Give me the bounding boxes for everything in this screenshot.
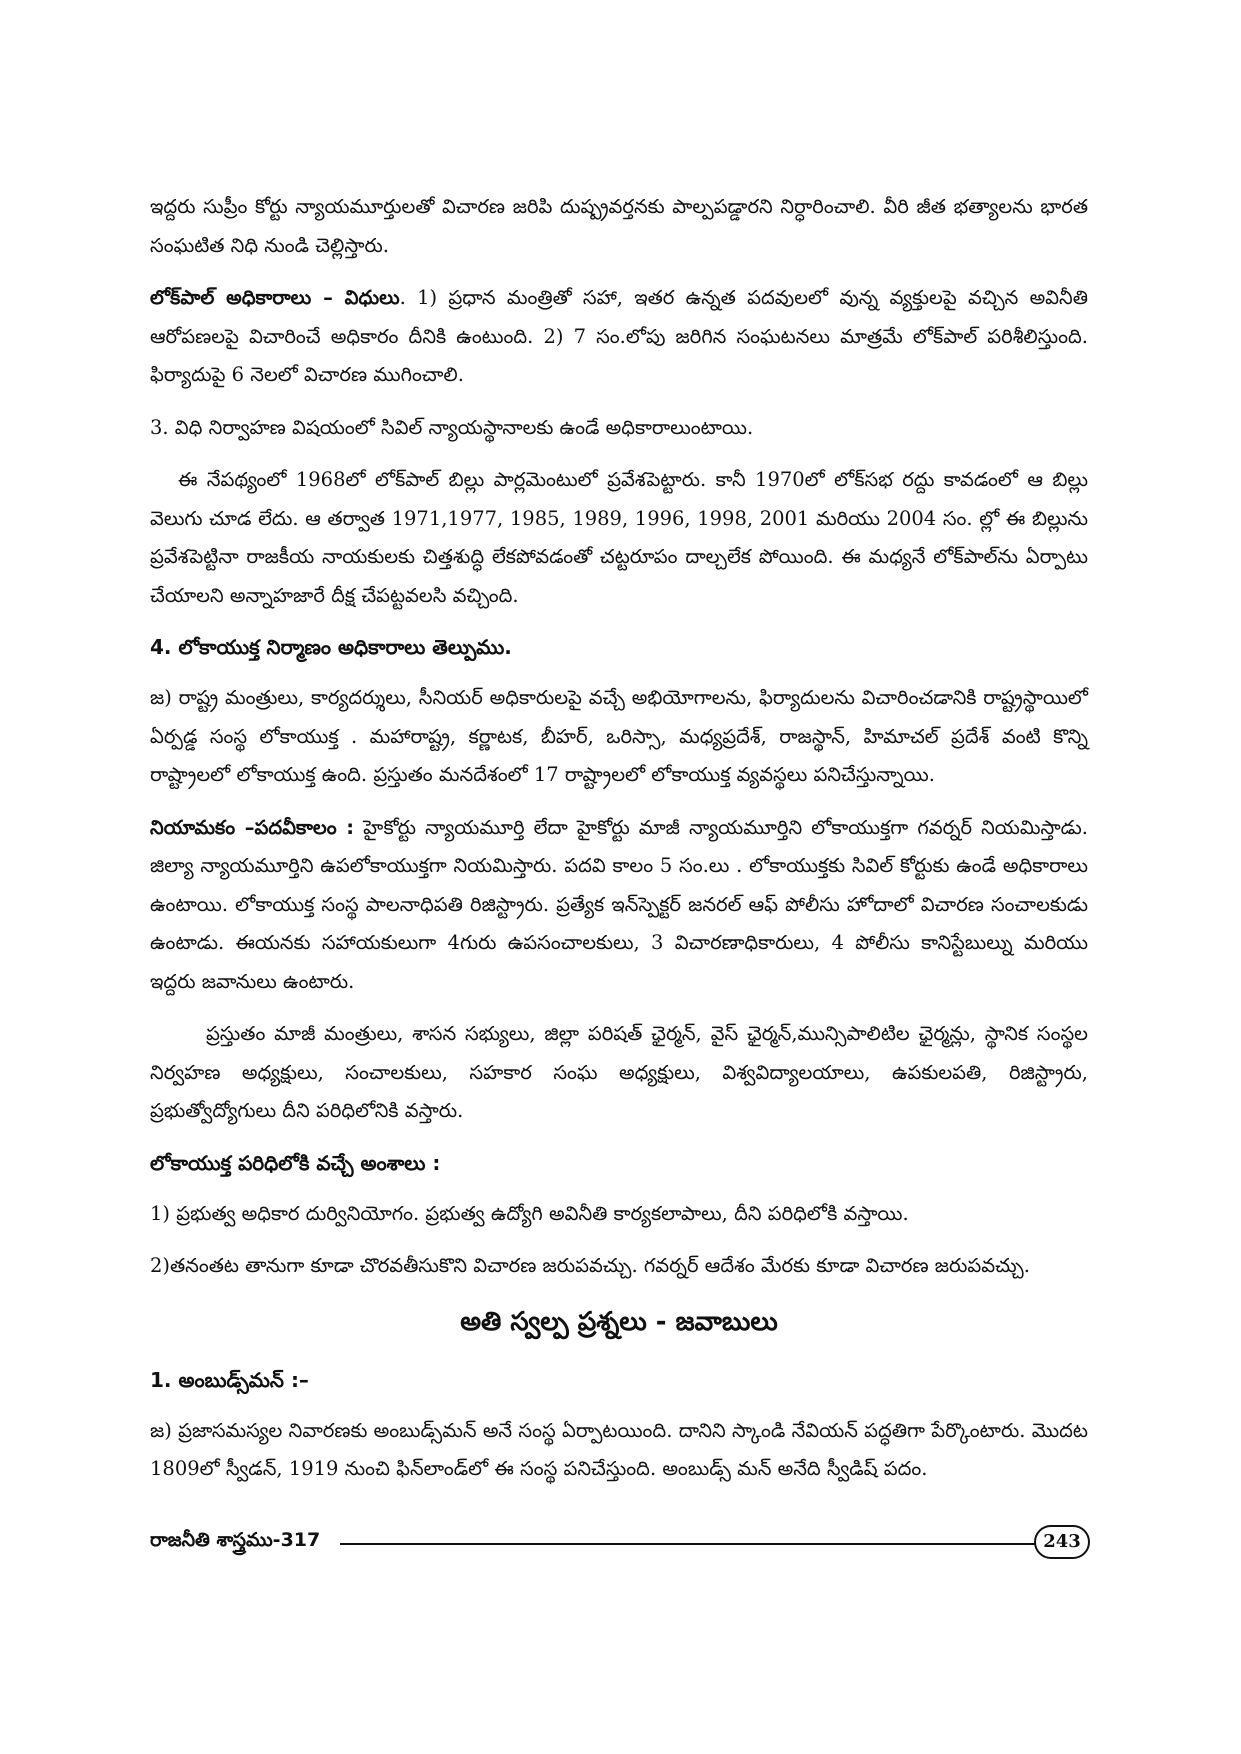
paragraph-lokayukta-answer: జ) రాష్ట్ర మంత్రులు, కార్యదర్శులు, సీనియర్ అధికారులపై వచ్చే అభియోగాలను, ఫిర్యాదులను విచారించడానికి రాష్ట్రస్థాయిలో ఏర్పడ్డ సంస్థ లోకాయుక్త . మహారాష్ట్ర, కర్ణాటక, బీహర్, ఒరిస్సా, మధ్యప్రదేశ్, రాజస్థాన్, హిమాచల్ ప్రదేశ్ వంటి కొన్ని రాష్ట్రాలలో లోకాయుక్త ఉంది. ప్రస్తుతం మనదేశంలో 17 రాష్ట్రాలలో లోకాయుక్త వ్యవస్థలు పనిచేస్తున్నాయి. [150, 686, 1088, 786]
section-title: అతి స్వల్ప ప్రశ్నలు - జవాబులు [460, 1306, 778, 1337]
heading-lokayukta-scope: లోకాయుక్త పరిధిలోకి వచ్చే అంశాలు : [150, 1150, 441, 1175]
lokpal-powers-heading: లోక్‌పాల్ అధికారాలు – విధులు [150, 286, 400, 309]
page-number: 243 [1034, 1525, 1090, 1559]
paragraph-scope-1: 1) ప్రభుత్వ అధికార దుర్వినియోగం. ప్రభుత్వ ఉద్యోగి అవినీతి కార్యకలాపాలు, దీని పరిధిలోకి వస్తాయి. [150, 1201, 909, 1225]
paragraph-jurisdiction-people: ప్రస్తుతం మాజీ మంత్రులు, శాసన సభ్యులు, జిల్లా పరిషత్ ఛైర్మన్, వైస్ ఛైర్మన్,మున్సిపాలిటిల ఛైర్మన్లు, స్థానిక సంస్థల నిర్వహణ అధ్యక్షులు, సంచాలకులు, సహకార సంఘ అధ్యక్షులు, విశ్వవిద్యాలయాలు, ఉపకులపతి, రిజిస్ట్రారు, ప్రభుత్వోద్యోగులు దీని పరిధిలోనికి వస్తారు. [150, 1022, 1088, 1122]
paragraph-appointment [150, 809, 1088, 1002]
paragraph-civil-courts: 3. విధి నిర్వాహణ విషయంలో సివిల్ న్యాయస్థానాలకు ఉండే అధికారాలుంటాయి. [150, 415, 754, 439]
footer-rule [340, 1543, 1054, 1545]
page-body [150, 188, 1088, 1503]
heading-ombudsman: 1. అంబుడ్స్‌మన్ :– [150, 1367, 309, 1392]
footer-title: రాజనీతి శాస్త్రము-317 [150, 1529, 321, 1551]
lokpal-powers-text: . 1) ప్రధాన మంత్రితో సహా, ఇతర ఉన్నత పదవులలో వున్న వ్యక్తులపై వచ్చిన అవినీతి ఆరోపణలపై విచారించే అధికారం దీనికి ఉంటుంది. 2) 7 సం.లోపు జరిగిన సంఘటనలు మాత్రమే లోక్‌పాల్ పరిశీలిస్తుంది. ఫిర్యాదుపై 6 నెలలో విచారణ ముగించాలి. [150, 286, 1088, 386]
paragraph-scope-2: 2)తనంతట తానుగా కూడా చొరవతీసుకొని విచారణ జరుపవచ్చు. గవర్నర్ ఆదేశం మేరకు కూడా విచారణ జరుపవచ్చు. [150, 1254, 1030, 1277]
paragraph-lokpal-history: ఈ నేపథ్యంలో 1968లో లోక్‌పాల్ బిల్లు పార్లమెంటులో ప్రవేశపెట్టారు. కానీ 1970లో లోక్‌సభ రద్దు కావడంలో ఆ బిల్లు వెలుగు చూడ లేదు. ఆ తర్వాత 1971,1977, 1985, 1989, 1996, 1998, 2001 మరియు 2004 సం. ల్లో ఈ బిల్లును ప్రవేశపెట్టినా రాజకీయ నాయకులకు చిత్తశుద్ధి లేకపోవడంతో చట్టరూపం దాల్చలేక పోయింది. ఈ మధ్యనే లోక్‌పాల్‌ను ఏర్పాటు చేయాలని అన్నాహజారే దీక్ష చేపట్టవలసి వచ్చింది. [150, 468, 1088, 607]
appointment-text: హైకోర్టు న్యాయమూర్తి లేదా హైకోర్టు మాజీ న్యాయమూర్తిని లోకాయుక్తగా గవర్నర్ నియమిస్తాడు. జిల్యా న్యాయమూర్తిని ఉపలోకాయుక్తగా నియమిస్తారు. పదవి కాలం 5 సం.లు . లోకాయుక్తకు సివిల్ కోర్టుకు ఉండే అధికారాలు ఉంటాయి. లోకాయుక్త సంస్థ పాలనాధిపతి రిజిస్ట్రారు. ప్రత్యేక ఇన్‌స్పెక్టర్ జనరల్ ఆఫ్ పోలీసు హోదాలో విచారణ సంచాలకుడు ఉంటాడు. ఈయనకు సహాయకులుగా 4గురు ఉపసంచాలకులు, 3 విచారణాధికారులు, 4 పోలీసు కానిస్టేబుల్ను మరియు ఇద్దరు జవానులు ఉంటారు. [150, 815, 1088, 993]
appointment-heading: నియామకం –పదవీకాలం : [150, 815, 355, 839]
page-footer [150, 1525, 1088, 1559]
paragraph-ombudsman: జ) ప్రజాసమస్యల నివారణకు అంబుడ్స్‌మన్ అనే సంస్థ ఏర్పాటయింది. దానిని స్కాండి నేవియన్ పద్ధతిగా పేర్కొంటారు. మొదట 1809లో స్వీడన్, 1919 నుంచి ఫిన్‌లాండ్‌లో ఈ సంస్థ పనిచేస్తుంది. అంబుడ్స్ మన్ అనేది స్వీడిష్ పదం. [150, 1418, 1088, 1480]
heading-lokayukta-structure: 4. లోకాయుక్త నిర్మాణం అధికారాలు తెల్పుము. [150, 635, 512, 659]
paragraph-lokpal-powers [150, 279, 1088, 395]
paragraph-judges: ఇద్దరు సుప్రీం కోర్టు న్యాయమూర్తులతో విచారణ జరిపి దుష్ప్రవర్తనకు పాల్పపడ్డారని నిర్ధారించాలి. వీరి జీత భత్యాలను భారత సంఘటిత నిధి నుండి చెల్లిస్తారు. [150, 195, 1088, 257]
